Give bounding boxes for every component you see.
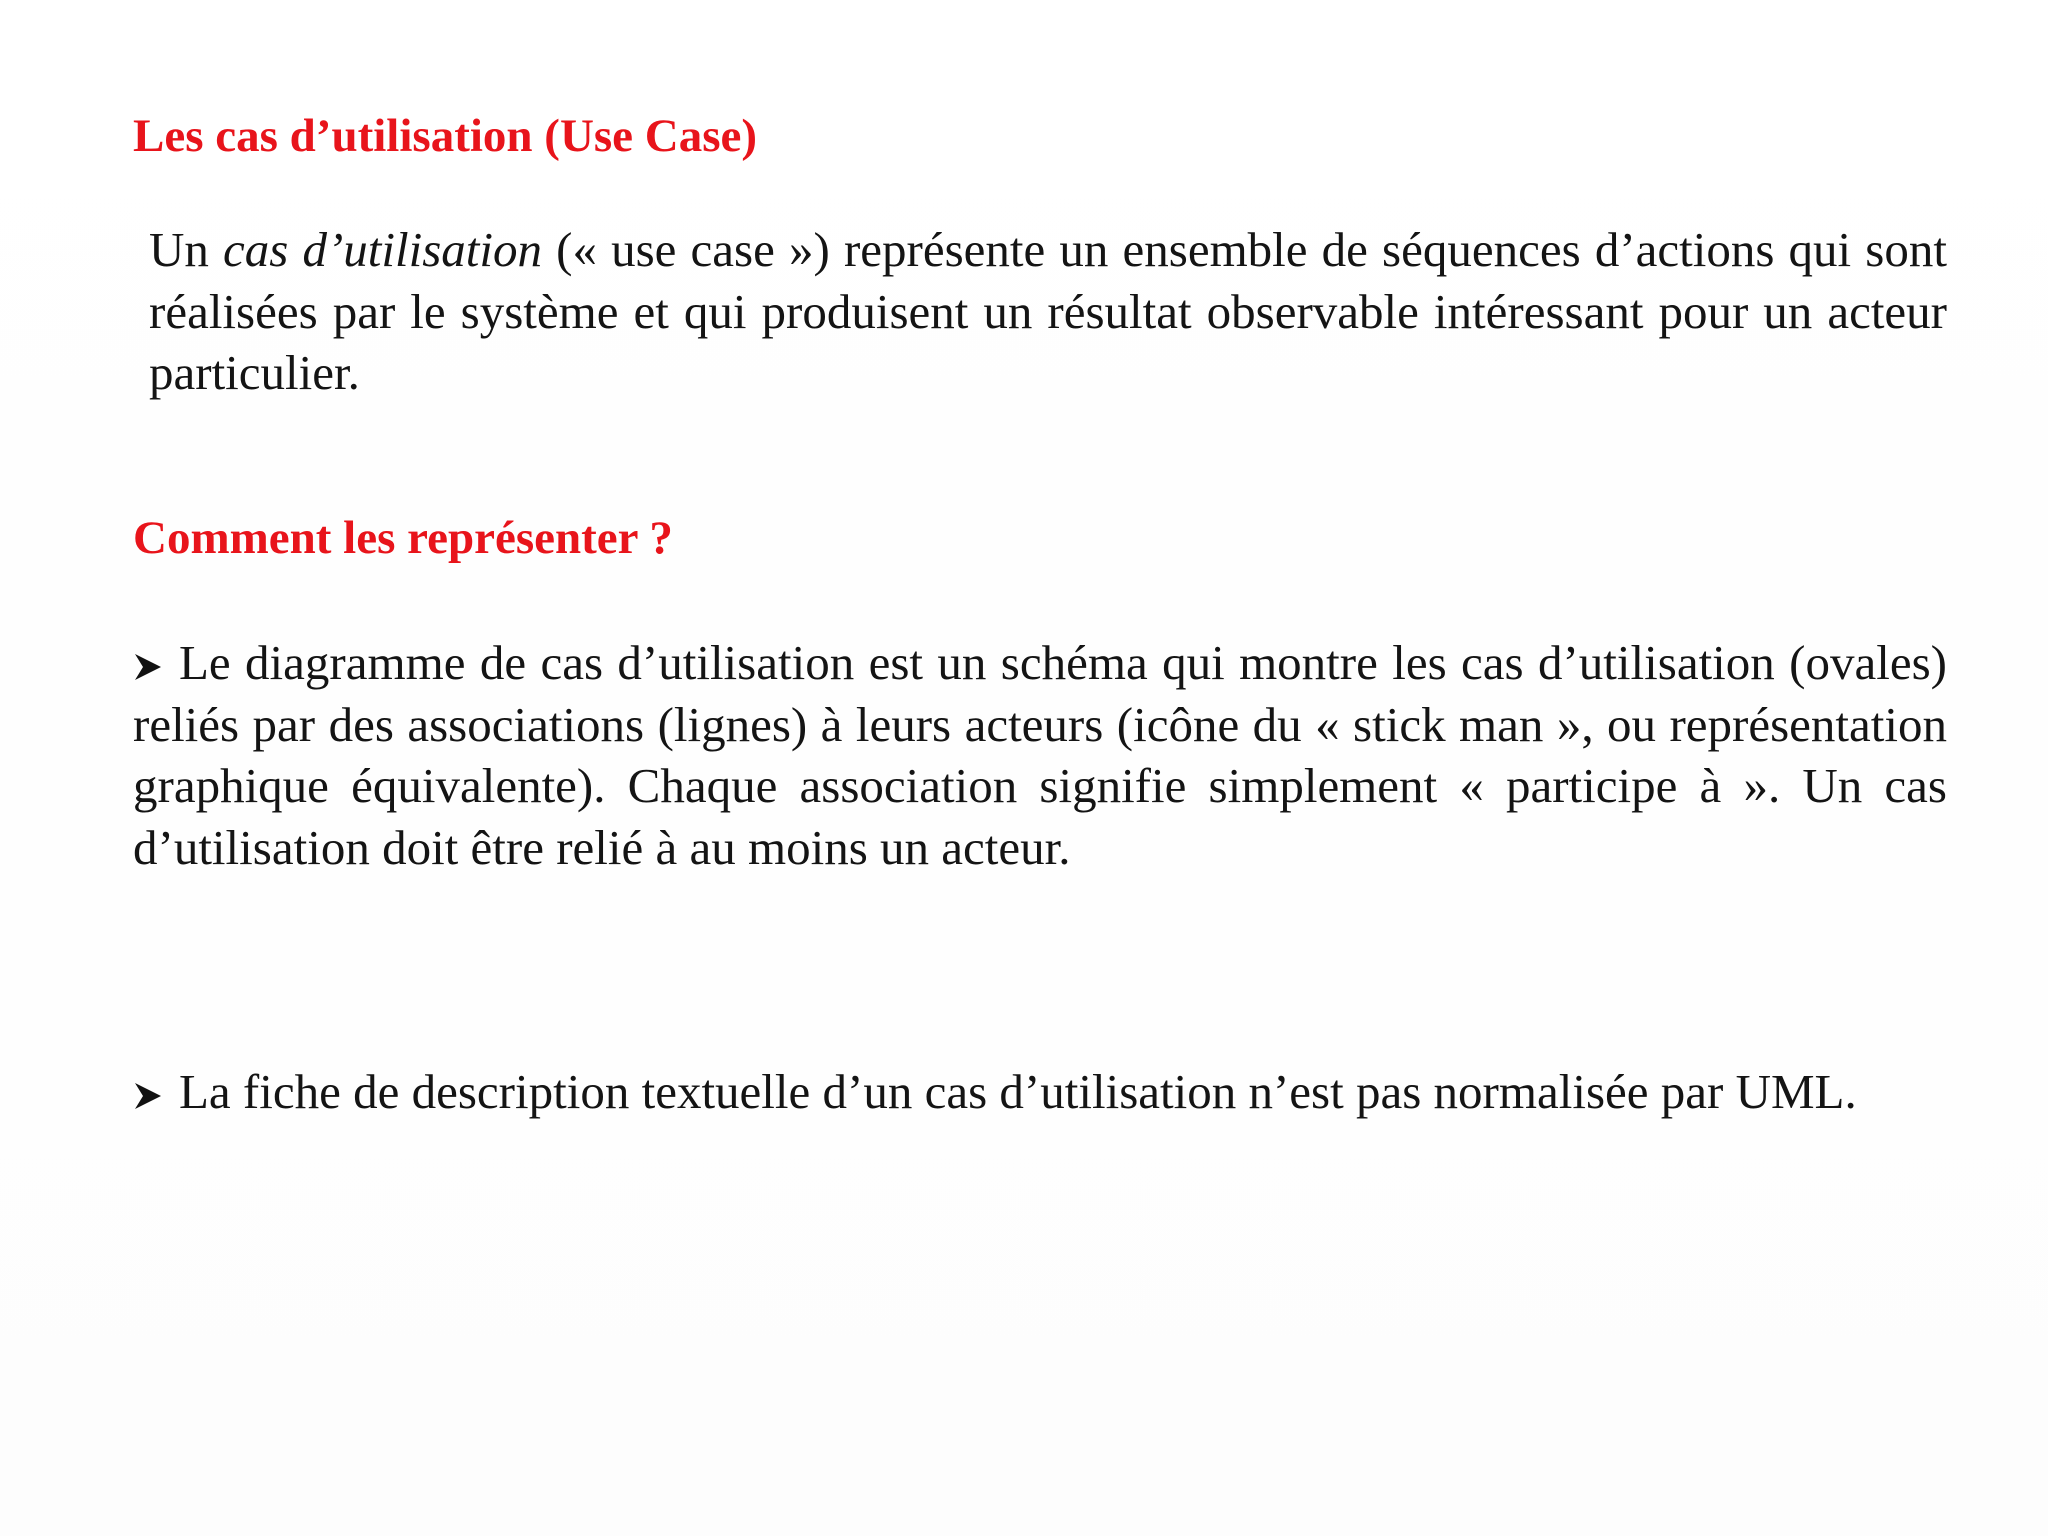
- use-case-definition: [149, 219, 1947, 404]
- section-title-representation: Comment les représenter ?: [133, 512, 673, 564]
- bullet-text: La fiche de description textuelle d’un cas d’utilisation n’est pas normalisée par UML.: [179, 1064, 1857, 1119]
- definition-term: cas d’utilisation: [223, 222, 543, 277]
- bullet-text: Le diagramme de cas d’utilisation est un schéma qui montre les cas d’utilisation (ovales) reliés par des associations (lignes) à leurs acteurs (icône du « stick man », ou représentation graphique équivalente). Chaque association signifie simplement « participe à ». Un cas d’utilisation doit être relié à au moins un acteur.: [133, 635, 1947, 875]
- arrow-bullet-icon: [133, 1061, 179, 1123]
- section-title-use-case: Les cas d’utilisation (Use Case): [133, 110, 758, 162]
- definition-lead: Un: [149, 222, 224, 277]
- arrow-bullet-icon: [133, 632, 179, 694]
- bullet-item-diagram: [133, 632, 1947, 878]
- definition-rest: (« use case ») représente un ensemble de séquences d’actions qui sont réalisées par le système et qui produisent un résultat observable intéressant pour un acteur particulier.: [149, 222, 1947, 400]
- bullet-item-description: [133, 1061, 1947, 1123]
